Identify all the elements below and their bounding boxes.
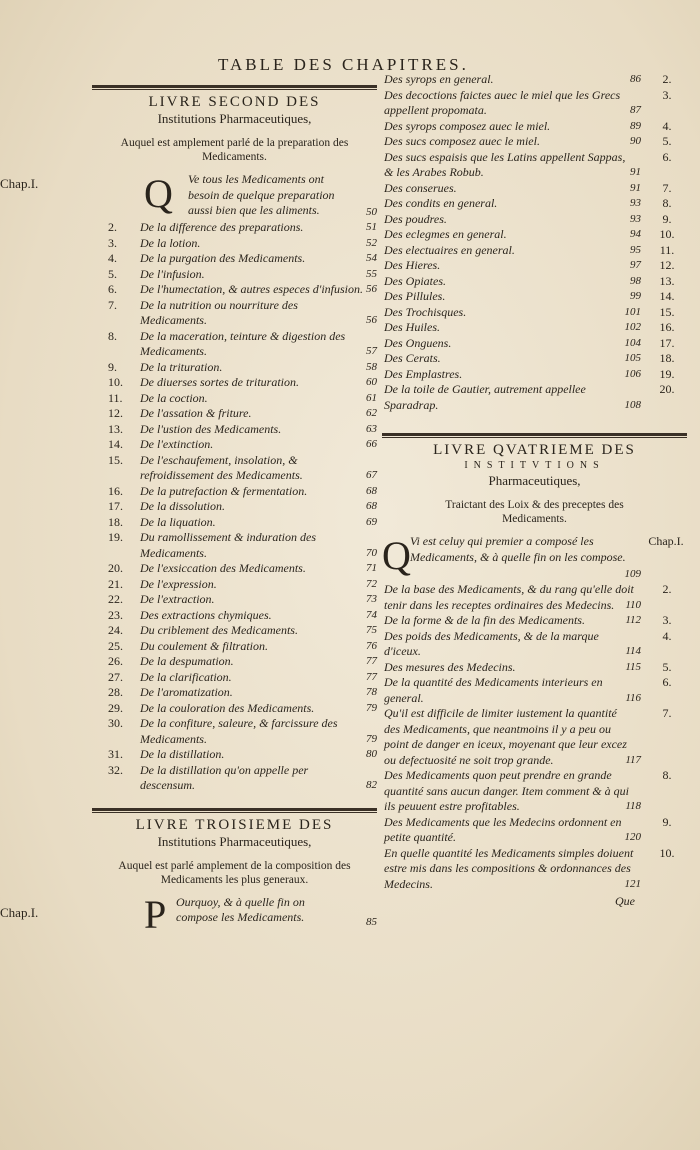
chapter-title: De la base des Medicaments, & du rang qu'elle doit tenir dans les receptes ordinaires des Medecins. (384, 582, 634, 612)
page-title: TABLE DES CHAPITRES. (218, 55, 469, 74)
chapter-number: 7. (662, 706, 672, 720)
chapter-number: 4. (662, 118, 672, 133)
chapter-title: Des Hieres. (384, 258, 441, 272)
chapter-number: 27. (108, 669, 123, 684)
chapter-number: 9. (662, 814, 672, 829)
page-number: 120 (624, 831, 641, 843)
page-number: 89 (630, 119, 641, 132)
chapter-title: De la distillation qu'on appelle per descensum. (140, 762, 309, 792)
page-number: 106 (624, 367, 641, 380)
chapter-number: 6. (662, 149, 672, 164)
chapter-number: 8. (108, 328, 117, 343)
chapter-title: Des Cerats. (384, 351, 441, 365)
chapter-number: 2. (662, 72, 672, 86)
chapter-number: 2. (108, 220, 117, 234)
chapter-number: 25. (108, 638, 123, 653)
chapter-title: Des condits en general. (384, 196, 498, 210)
toc-entry (92, 608, 377, 624)
page-number: 104 (624, 336, 641, 349)
chapter-title: De la quantité des Medicaments interieurs en general. (384, 675, 603, 705)
chapter-title: Du coulement & filtration. (140, 638, 268, 653)
chapter-title: Ourquoy, & à quelle fin on compose les Medicaments. (176, 894, 305, 924)
page-number: 75 (366, 624, 377, 636)
chapter-title: Des mesures des Medecins. (384, 659, 516, 674)
chapter-number: 10. (659, 845, 675, 860)
page-number: 121 (624, 877, 641, 890)
page-number: 110 (625, 598, 641, 611)
livre3-desc: Auquel est parlé amplement de la composition des Medicaments les plus generaux. (118, 859, 351, 886)
toc-entry (92, 654, 377, 670)
toc-entry (92, 561, 377, 577)
chapter-title: De la confiture, saleure, & farcissure des Medicaments. (140, 716, 338, 746)
chapter-number: 4. (108, 251, 117, 265)
chapter-number: 10. (659, 227, 675, 241)
drop-cap: Q (144, 171, 173, 216)
page-number: 70 (366, 546, 377, 559)
chapter-number: 28. (108, 685, 123, 699)
livre3-chap1 (0, 891, 377, 937)
page-number: 93 (630, 212, 641, 225)
page-number: 93 (630, 197, 641, 209)
page-number: 77 (366, 655, 377, 667)
page-number: 52 (366, 236, 377, 249)
toc-entry (92, 437, 377, 453)
page-number: 80 (366, 748, 377, 760)
chapter-title: Du ramollissement & induration des Medicaments. (140, 530, 316, 560)
chapter-number: 29. (108, 700, 123, 715)
chapter-number: 3. (662, 87, 672, 102)
chapter-title: De la forme & de la fin des Medicaments. (384, 613, 585, 627)
chapter-title: De la difference des preparations. (140, 220, 304, 234)
toc-entry (382, 351, 687, 367)
page-number: 58 (366, 360, 377, 373)
toc-entry (382, 196, 687, 212)
chapter-number: 3. (108, 235, 117, 250)
livre3-sub: Institutions Pharmaceutiques, (157, 833, 312, 849)
page-number: 101 (624, 305, 641, 318)
toc-entry (92, 577, 377, 593)
chapter-number: 2. (662, 582, 672, 596)
page-number: 98 (630, 274, 641, 287)
chapter-number: 14. (108, 437, 123, 451)
chapter-number: 17. (108, 499, 123, 513)
chapter-title: Du criblement des Medicaments. (140, 623, 298, 637)
toc-entry (382, 243, 687, 259)
chapter-number: 14. (659, 289, 675, 303)
chapter-number: 8. (662, 196, 672, 210)
chapter-number: 32. (108, 762, 123, 777)
chapter-title: De la coction. (140, 390, 208, 405)
toc-entry (92, 251, 377, 267)
page-number: 56 (366, 314, 377, 326)
toc-entry (92, 639, 377, 655)
section-rule (92, 85, 377, 90)
page-number: 112 (625, 614, 641, 626)
toc-entry (92, 530, 377, 561)
toc-entry (92, 220, 377, 236)
page-number: 55 (366, 267, 377, 280)
chapter-title: De l'eschaufement, insolation, & refroidissement des Medicaments. (140, 452, 303, 482)
chapter-number: 7. (662, 180, 672, 195)
chapter-title: Des Pillules. (384, 289, 446, 303)
chapter-number: Chap.I. (0, 176, 39, 191)
page-number: 91 (630, 181, 641, 194)
toc-entry (92, 763, 377, 794)
chapter-title: De la clarification. (140, 669, 232, 684)
page-number: 82 (366, 779, 377, 791)
section-rule (382, 433, 687, 438)
page-number: 116 (625, 691, 641, 704)
toc-entry (92, 282, 377, 298)
page-number: 90 (630, 135, 641, 147)
chapter-title: De la distillation. (140, 747, 225, 761)
page-number: 99 (630, 290, 641, 302)
toc-entry (92, 453, 377, 484)
chapter-number: 26. (108, 654, 123, 668)
chapter-title: De l'extraction. (140, 592, 215, 606)
page-number: 57 (366, 345, 377, 357)
toc-entry (382, 660, 687, 676)
toc-entry (92, 515, 377, 531)
chapter-number: 6. (108, 282, 117, 296)
chapter-title: De l'humectation, & autres especes d'infusion. (140, 282, 363, 296)
toc-entry (92, 391, 377, 407)
toc-entry (382, 613, 687, 629)
chapter-number: 20. (108, 561, 123, 575)
chapter-title: De la nutrition ou nourriture des Medicaments. (140, 297, 298, 327)
page-number: 85 (366, 916, 377, 928)
page-number: 54 (366, 252, 377, 264)
chapter-title: De la couloration des Medicaments. (140, 700, 315, 715)
chapter-number: 6. (662, 675, 672, 689)
livre4-heading: LIVRE QVATRIEME DES (433, 442, 636, 458)
chapter-title: De l'infusion. (140, 266, 205, 281)
chapter-number: 7. (108, 297, 117, 312)
right-column (382, 72, 687, 909)
chapter-number: 12. (108, 406, 123, 420)
toc-entry (382, 629, 687, 660)
page-number: 72 (366, 577, 377, 590)
catchword: Que (615, 894, 635, 908)
chapter-number: 18. (659, 351, 675, 365)
toc-entry (92, 716, 377, 747)
chapter-number: 11. (108, 390, 123, 405)
toc-entry (92, 236, 377, 252)
toc-entry (382, 119, 687, 135)
page-number: 115 (625, 660, 641, 673)
page-number: 94 (630, 228, 641, 240)
livre4-sub: Pharmaceutiques, (488, 473, 581, 488)
chapter-title: Des sucs composez auec le miel. (384, 134, 540, 148)
chapter-title: En quelle quantité les Medicaments simples doiuent estre mis dans les compositions & ordonnances des Medecins. (384, 845, 634, 891)
page-number: 97 (630, 259, 641, 271)
toc-entry (382, 336, 687, 352)
chapter-title: Des eclegmes en general. (384, 227, 507, 241)
page-number: 76 (366, 639, 377, 652)
chapter-number: 13. (659, 273, 675, 288)
chapter-number: 30. (108, 716, 123, 730)
chapter-number: 24. (108, 623, 123, 637)
page-number: 109 (624, 567, 641, 580)
toc-entry (382, 258, 687, 274)
livre2-list (92, 220, 377, 794)
toc-entry (92, 685, 377, 701)
chapter-number: 15. (659, 304, 675, 319)
toc-entry (92, 329, 377, 360)
page-number: 78 (366, 686, 377, 698)
page-number: 74 (366, 608, 377, 621)
chapter-number: 19. (108, 530, 123, 544)
chapter-title: Des Medicaments quon peut prendre en grande quantité sans aucun danger. Item comment & à qui ils peuuent estre profitables. (384, 768, 629, 813)
chapter-title: De l'ustion des Medicaments. (140, 421, 282, 436)
chapter-title: De l'exsiccation des Medicaments. (140, 561, 306, 575)
chapter-number: 16. (659, 320, 675, 334)
chapter-title: Des Huiles. (384, 320, 440, 334)
section-rule (92, 808, 377, 813)
toc-entry (382, 675, 687, 706)
chapter-number: 21. (108, 576, 123, 591)
chapter-number: 9. (662, 211, 672, 226)
toc-entry (92, 484, 377, 500)
chapter-title: De la dissolution. (140, 499, 226, 513)
chapter-number: 23. (108, 607, 123, 622)
toc-entry (382, 305, 687, 321)
toc-entry (382, 582, 687, 613)
chapter-title: De la purgation des Medicaments. (140, 251, 306, 265)
chapter-number: 17. (659, 335, 675, 350)
chapter-title: De la trituration. (140, 359, 223, 374)
chapter-title: Des Medicaments que les Medecins ordonnent en petite quantité. (384, 814, 622, 844)
chapter-title: Des Emplastres. (384, 366, 463, 381)
chapter-title: Des poudres. (384, 211, 447, 226)
toc-entry (92, 747, 377, 763)
toc-entry (382, 815, 687, 846)
livre3-list (382, 72, 687, 413)
chapter-title: De la maceration, teinture & digestion des Medicaments. (140, 328, 346, 358)
page-number: 68 (366, 500, 377, 512)
chapter-title: Des electuaires en general. (384, 242, 515, 257)
page-number: 63 (366, 422, 377, 435)
chapter-title: De la lotion. (140, 235, 201, 250)
chapter-number: 5. (662, 134, 672, 148)
page-number: 114 (625, 645, 641, 657)
toc-entry (382, 72, 687, 88)
page-number: 61 (366, 391, 377, 404)
page-number: 79 (366, 701, 377, 714)
drop-cap: P (144, 891, 167, 937)
page-number: 77 (366, 670, 377, 683)
page-number: 50 (366, 205, 377, 218)
drop-cap: Q (382, 533, 411, 578)
livre2-heading: LIVRE SECOND DES (148, 94, 321, 110)
chapter-number: 5. (108, 266, 117, 281)
toc-entry (92, 375, 377, 391)
toc-entry (382, 227, 687, 243)
chapter-number: 16. (108, 483, 123, 498)
page-number: 86 (630, 73, 641, 85)
page-number: 95 (630, 243, 641, 256)
chapter-number: 15. (108, 452, 123, 467)
page-number: 56 (366, 283, 377, 295)
toc-entry (382, 274, 687, 290)
page-number: 87 (630, 104, 641, 116)
page-number: 71 (366, 562, 377, 574)
chapter-number: 9. (108, 359, 117, 374)
toc-entry (382, 846, 687, 893)
chapter-number: 22. (108, 592, 123, 606)
livre4-list (382, 582, 687, 892)
toc-entry (382, 150, 687, 181)
chapter-title: Des extractions chymiques. (140, 607, 272, 622)
chapter-title: Des poids des Medicaments, & de la marque d'iceux. (384, 628, 599, 658)
page-number: 62 (366, 407, 377, 419)
livre2-desc: Auquel est amplement parlé de la preparation des Medicaments. (120, 137, 349, 163)
toc-entry (92, 406, 377, 422)
chapter-number: 5. (662, 659, 672, 674)
toc-entry (92, 422, 377, 438)
chapter-number: 4. (662, 628, 672, 643)
chapter-title: Vi est celuy qui premier a composé les Medicaments, & à quelle fin on les compose. (410, 534, 626, 564)
chapter-title: Des Opiates. (384, 273, 446, 288)
chapter-title: De l'expression. (140, 576, 217, 591)
toc-entry (382, 768, 687, 815)
toc-entry (92, 267, 377, 283)
chapter-title: Des conserues. (384, 180, 457, 195)
chapter-number: Chap.I. (648, 534, 684, 548)
page-number: 79 (366, 732, 377, 745)
page-number: 73 (366, 593, 377, 605)
toc-entry (382, 706, 687, 768)
toc-entry (92, 499, 377, 515)
chapter-number: 12. (659, 258, 675, 272)
toc-entry (382, 382, 687, 413)
chapter-title: De la liquation. (140, 514, 216, 529)
page-number: 66 (366, 438, 377, 450)
chapter-title: Des sucs espaisis que les Latins appellent Sappas, & les Arabes Robub. (384, 149, 626, 179)
toc-entry (382, 88, 687, 119)
chapter-number: 10. (108, 375, 123, 389)
page-number: 108 (624, 398, 641, 411)
livre4-spaced: INSTITVTIONS (464, 460, 605, 471)
chapter-number: 19. (659, 366, 675, 381)
livre4-chap1 (382, 534, 687, 582)
page-number: 51 (366, 221, 377, 233)
toc-entry (92, 298, 377, 329)
chapter-title: Des Onguens. (384, 335, 452, 350)
chapter-title: De la despumation. (140, 654, 234, 668)
chapter-title: Des syrops composez auec le miel. (384, 118, 551, 133)
livre2-chap1 (0, 172, 377, 220)
chapter-title: Des decoctions faictes auec le miel que les Grecs appellent propomata. (384, 87, 621, 117)
toc-entry (92, 701, 377, 717)
toc-entry (382, 320, 687, 336)
toc-entry (382, 181, 687, 197)
chapter-number: 13. (108, 421, 123, 436)
page-number: 91 (630, 166, 641, 178)
toc-entry (382, 134, 687, 150)
chapter-title: De la toile de Gautier, autrement appellee Sparadrap. (384, 382, 586, 412)
livre2-sub: Institutions Pharmaceutiques, (157, 111, 312, 126)
page-number: 117 (625, 753, 641, 766)
toc-entry (382, 212, 687, 228)
chapter-title: De diuerses sortes de trituration. (140, 375, 299, 389)
chapter-title: De l'extinction. (140, 437, 214, 451)
toc-entry (92, 670, 377, 686)
chapter-title: Des Trochisques. (384, 304, 467, 319)
page-number: 102 (624, 321, 641, 333)
chapter-number: 20. (659, 382, 675, 396)
page-number: 67 (366, 469, 377, 481)
chapter-title: Qu'il est difficile de limiter iustement la quantité des Medicaments, que neantmoins il y a peu ou point de danger en iceux, moyenant que leur excez ou defectuosité ne soit trop grande. (384, 706, 627, 767)
chapter-title: Ve tous les Medicaments ont besoin de quelque preparation aussi bien que les aliments. (188, 172, 335, 217)
chapter-number: 8. (662, 768, 672, 782)
page-number: 68 (366, 484, 377, 497)
page-number: 105 (624, 352, 641, 364)
livre4-desc: Traictant des Loix & des preceptes des Medicaments. (445, 499, 624, 525)
page-number: 118 (625, 800, 641, 812)
chapter-title: De l'assation & friture. (140, 406, 252, 420)
toc-entry (92, 623, 377, 639)
page-number: 60 (366, 376, 377, 388)
chapter-number: 31. (108, 747, 123, 761)
toc-entry (92, 360, 377, 376)
chapter-number: Chap.I. (0, 904, 39, 920)
toc-entry (382, 289, 687, 305)
chapter-number: 11. (659, 242, 675, 257)
chapter-number: 18. (108, 514, 123, 529)
chapter-title: De l'aromatization. (140, 685, 233, 699)
chapter-title: De la putrefaction & fermentation. (140, 483, 308, 498)
toc-entry (92, 592, 377, 608)
page-number: 69 (366, 515, 377, 528)
chapter-title: Des syrops en general. (384, 72, 494, 86)
toc-entry (382, 367, 687, 383)
chapter-number: 3. (662, 613, 672, 627)
livre3-heading: LIVRE TROISIEME DES (135, 816, 334, 833)
left-column (0, 85, 377, 937)
